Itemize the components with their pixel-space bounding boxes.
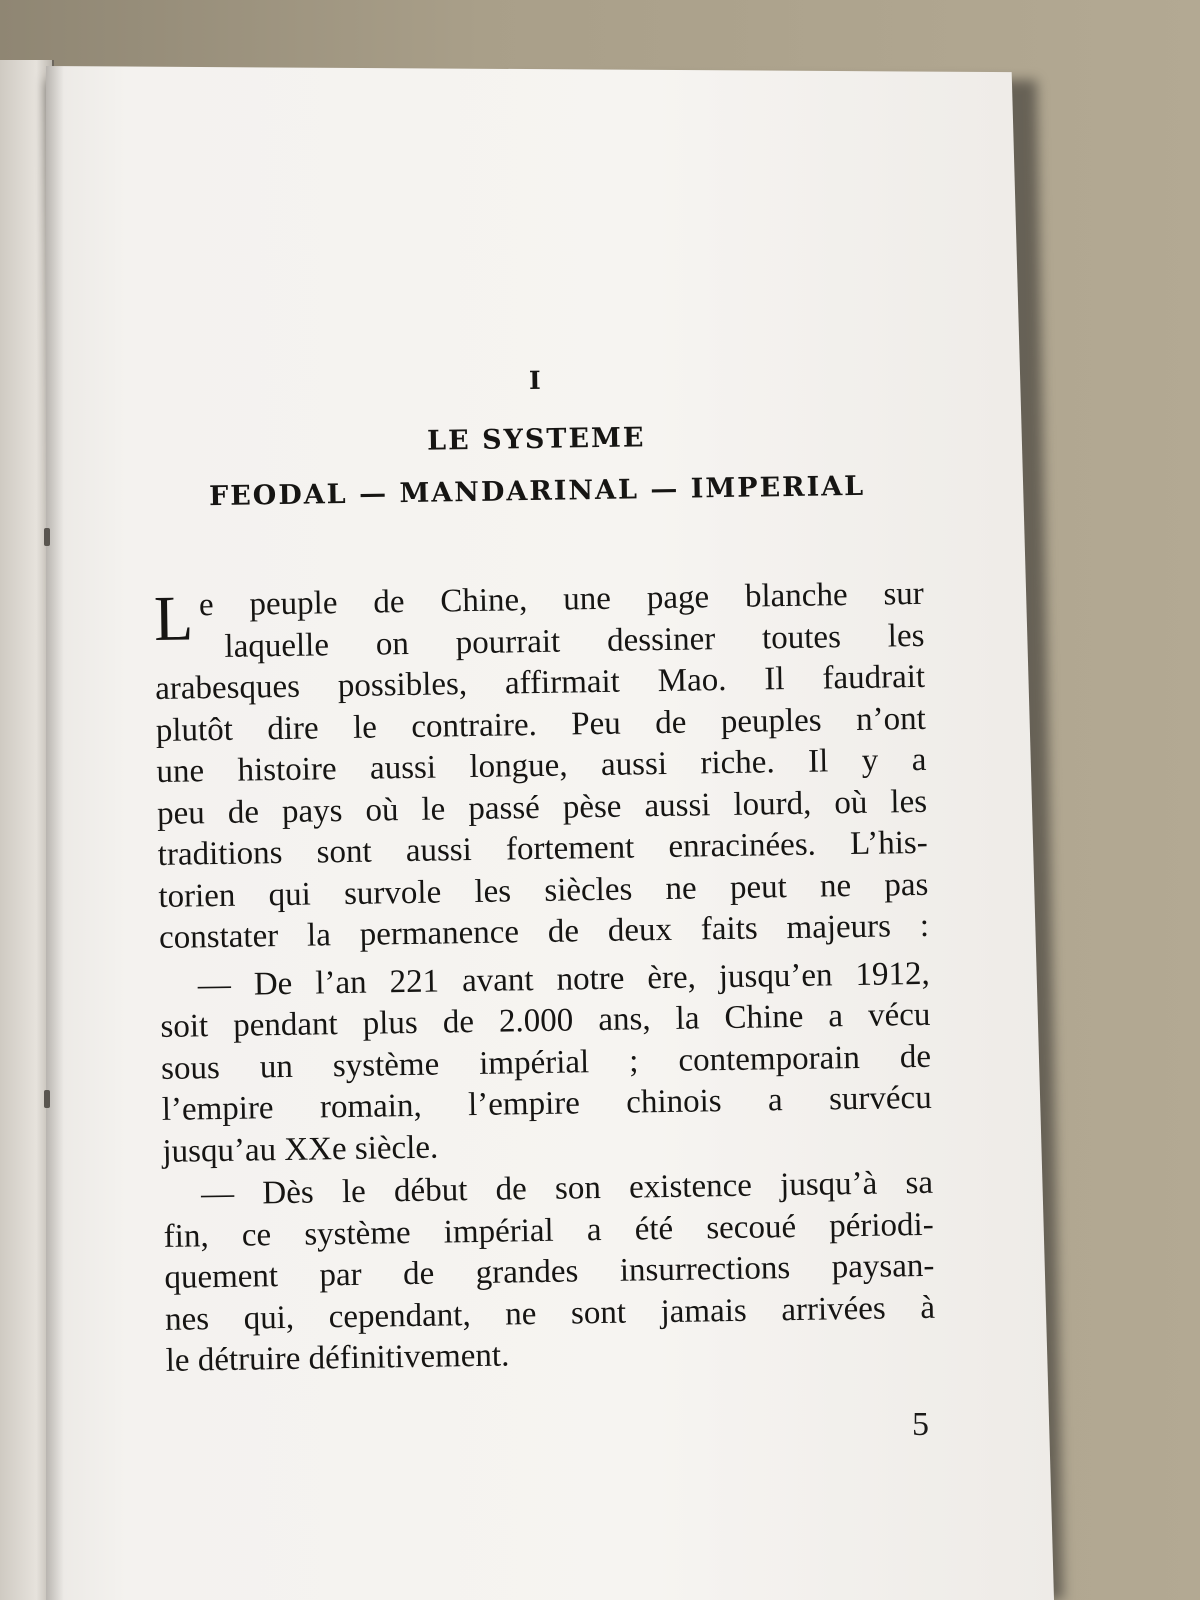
text-line: nes qui, cependant, ne sont jamais arrivées à xyxy=(164,1289,936,1338)
chapter-number: I xyxy=(528,365,542,396)
staple-top xyxy=(44,528,50,546)
paragraph-3 xyxy=(163,1163,936,1383)
text-line: le détruire définitivement. xyxy=(165,1337,510,1379)
text-line: quement par de grandes insurrections paysan- xyxy=(164,1247,935,1296)
text-line: traditions sont aussi fortement enracinées. L’his- xyxy=(157,824,928,873)
text-line: torien qui survole les siècles ne peut ne pas xyxy=(158,866,929,915)
staple-bottom xyxy=(44,1090,50,1108)
text-line: sous un système impérial ; contemporain de xyxy=(160,1038,932,1087)
chapter-title-line2: FEODAL — MANDARINAL — IMPERIAL xyxy=(208,470,866,513)
text-line: fin, ce système impérial a été secoué périodi- xyxy=(163,1206,934,1255)
text-line: peu de pays où le passé pèse aussi lourd, où les xyxy=(156,783,928,832)
body-text xyxy=(154,574,936,1382)
text-line: soit pendant plus de 2.000 ans, la Chine a vécu xyxy=(160,996,931,1045)
page-number: 5 xyxy=(912,1406,929,1443)
spine-shadow xyxy=(46,66,64,1600)
drop-cap: L xyxy=(153,582,194,654)
chapter-title-line1: LE SYSTEME xyxy=(426,422,646,457)
paragraph-1 xyxy=(154,574,930,960)
text-line: plutôt dire le contraire. Peu de peuples n’ont xyxy=(155,700,927,749)
text-line: jusqu’au XXe siècle. xyxy=(162,1129,439,1170)
text-line: constater la permanence de deux faits majeurs : xyxy=(158,907,930,956)
text-line: — Dès le début de son existence jusqu’à sa xyxy=(200,1164,934,1213)
text-line: une histoire aussi longue, aussi riche. Il y a xyxy=(156,741,927,790)
text-line: arabesques possibles, affirmait Mao. Il faudrait xyxy=(154,658,926,707)
page-content xyxy=(150,348,936,1382)
text-line: l’empire romain, l’empire chinois a survécu xyxy=(161,1079,932,1128)
text-line: laquelle on pourrait dessiner toutes les xyxy=(224,617,925,665)
paragraph-2 xyxy=(160,953,933,1173)
text-line: — De l’an 221 avant notre ère, jusqu’en 1912, xyxy=(197,955,931,1003)
text-line: e peuple de Chine, une page blanche sur xyxy=(198,575,925,624)
